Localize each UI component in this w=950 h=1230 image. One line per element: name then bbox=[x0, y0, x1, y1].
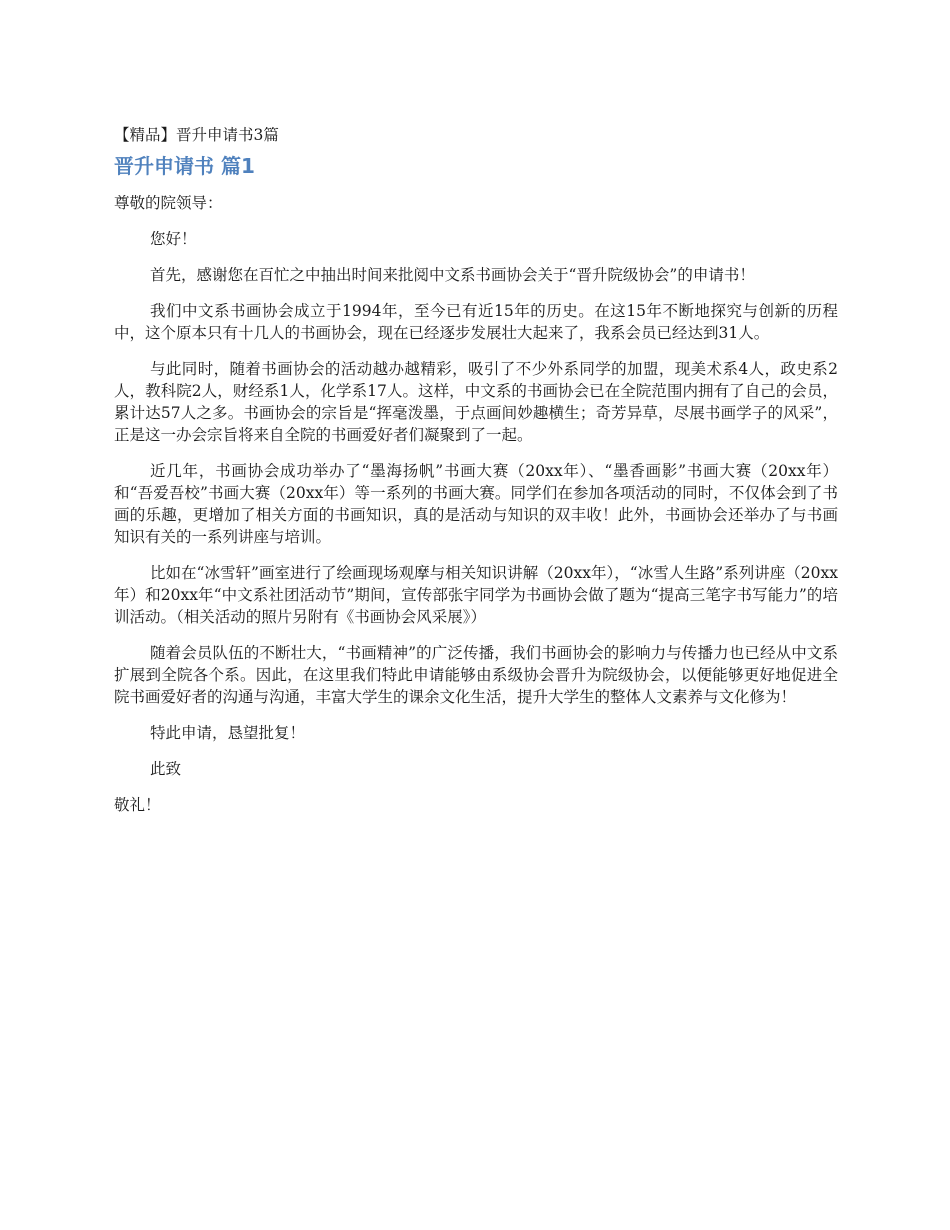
body-paragraph: 随着会员队伍的不断壮大，“书画精神”的广泛传播，我们书画协会的影响力与传播力也已经从中文系扩展到全院各个系。因此，在这里我们特此申请能够由系级协会晋升为院级协会，以便能够更好地促进全院书画爱好者的沟通与沟通，丰富大学生的课余文化生活，提升大学生的整体人文素养与文化修为！ bbox=[114, 644, 838, 706]
request-line: 特此申请，恳望批复！ bbox=[150, 724, 306, 742]
salutation: 尊敬的院领导： bbox=[114, 194, 223, 212]
body-paragraph: 首先，感谢您在百忙之中抽出时间来批阅中文系书画协会关于“晋升院级协会”的申请书！ bbox=[150, 266, 755, 284]
body-paragraph: 我们中文系书画协会成立于1994年，至今已有近15年的历史。在这15年不断地探究与创新的历程中，这个原本只有十几人的书画协会，现在已经逐步发展壮大起来了，我系会员已经达到31人。 bbox=[114, 302, 838, 342]
body-paragraph: 比如在“冰雪轩”画室进行了绘画现场观摩与相关知识讲解（20xx年），“冰雪人生路”系列讲座（20xx年）和20xx年“中文系社团活动节”期间，宣传部张宇同学为书画协会做了题为“提高三笔字书写能力”的培训活动。（相关活动的照片另附有《书画协会风采展》） bbox=[114, 564, 838, 626]
document-title: 【精品】晋升申请书3篇 bbox=[114, 126, 279, 144]
body-paragraph: 与此同时，随着书画协会的活动越办越精彩，吸引了不少外系同学的加盟，现美术系4人，政史系2人，教科院2人，财经系1人，化学系17人。这样，中文系的书画协会已在全院范围内拥有了自己的会员，累计达57人之多。书画协会的宗旨是“挥毫泼墨，于点画间妙趣横生；奇芳异草，尽展书画学子的风采”，正是这一办会宗旨将来自全院的书画爱好者们凝聚到了一起。 bbox=[114, 360, 838, 444]
section-heading: 晋升申请书 篇1 bbox=[114, 154, 255, 178]
greeting-paragraph: 您好！ bbox=[150, 230, 197, 248]
closing-phrase: 此致 bbox=[150, 760, 182, 778]
document-body bbox=[114, 124, 838, 830]
body-paragraph: 近几年，书画协会成功举办了“墨海扬帆”书画大赛（20xx年）、“墨香画影”书画大赛（20xx年）和“吾爱吾校”书画大赛（20xx年）等一系列的书画大赛。同学们在参加各项活动的同时，不仅体会到了书画的乐趣，更增加了相关方面的书画知识，真的是活动与知识的双丰收！此外，书画协会还举办了与书画知识有关的一系列讲座与培训。 bbox=[114, 462, 838, 546]
closing-salute: 敬礼！ bbox=[114, 796, 161, 814]
